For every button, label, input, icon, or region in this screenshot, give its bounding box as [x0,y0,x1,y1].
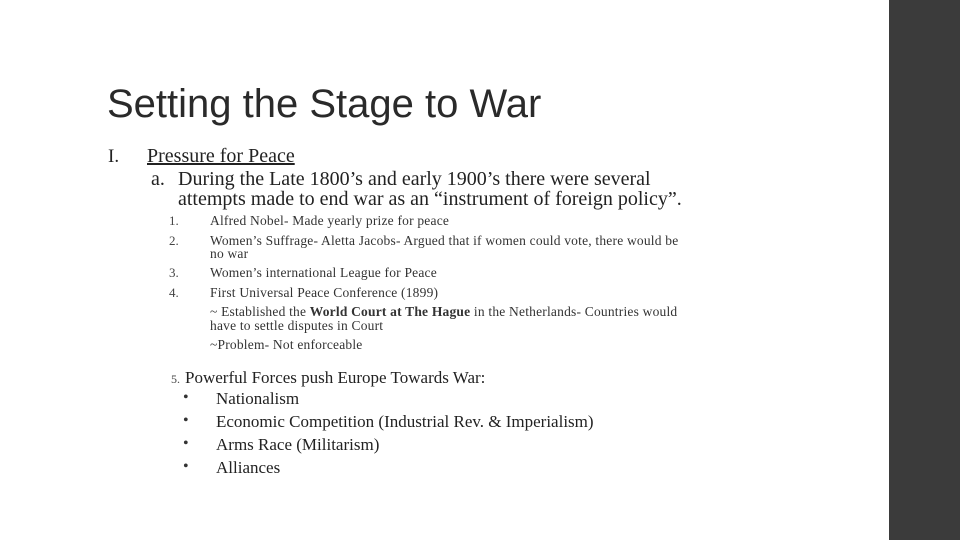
world-court-emphasis: World Court at The Hague [309,304,471,319]
forces-number: 5. [171,372,180,386]
subnote-prefix: ~ Established the [210,304,310,319]
item-subnote: ~Problem- Not enforceable [210,337,363,352]
item-number: 2. [169,233,179,248]
item-number: 3. [169,265,179,280]
bullet-item: Economic Competition (Industrial Rev. & Imperialism) [216,412,594,431]
section-marker: I. [108,146,120,167]
point-text-line2: attempts made to end war as an “instrument of foreign policy”. [178,188,682,210]
point-text-line1: During the Late 1800’s and early 1900’s there were several [178,168,651,190]
item-text: Women’s international League for Peace [210,265,437,280]
slide-title: Setting the Stage to War [107,82,542,126]
bullet-icon: • [183,458,189,475]
bullet-icon: • [183,412,189,429]
bullet-icon: • [183,435,189,452]
item-text: Alfred Nobel- Made yearly prize for peace [210,213,450,228]
bullet-item: Arms Race (Militarism) [216,435,380,454]
bullet-item: Alliances [216,458,281,477]
bullet-item: Nationalism [216,389,300,408]
item-number: 4. [169,285,179,300]
section-heading: Pressure for Peace [147,145,295,167]
point-marker: a. [151,168,165,190]
forces-heading: Powerful Forces push Europe Towards War: [185,368,486,387]
item-subnote-continued: have to settle disputes in Court [210,318,384,333]
right-sidebar-bar [889,0,960,540]
item-text: First Universal Peace Conference (1899) [210,285,439,300]
item-text-continued: no war [210,246,249,261]
bullet-icon: • [183,389,189,406]
item-number: 1. [169,213,179,228]
subnote-suffix: in the Netherlands- Countries would [470,304,678,319]
item-text: Women’s Suffrage- Aletta Jacobs- Argued that if women could vote, there would be [210,233,679,248]
